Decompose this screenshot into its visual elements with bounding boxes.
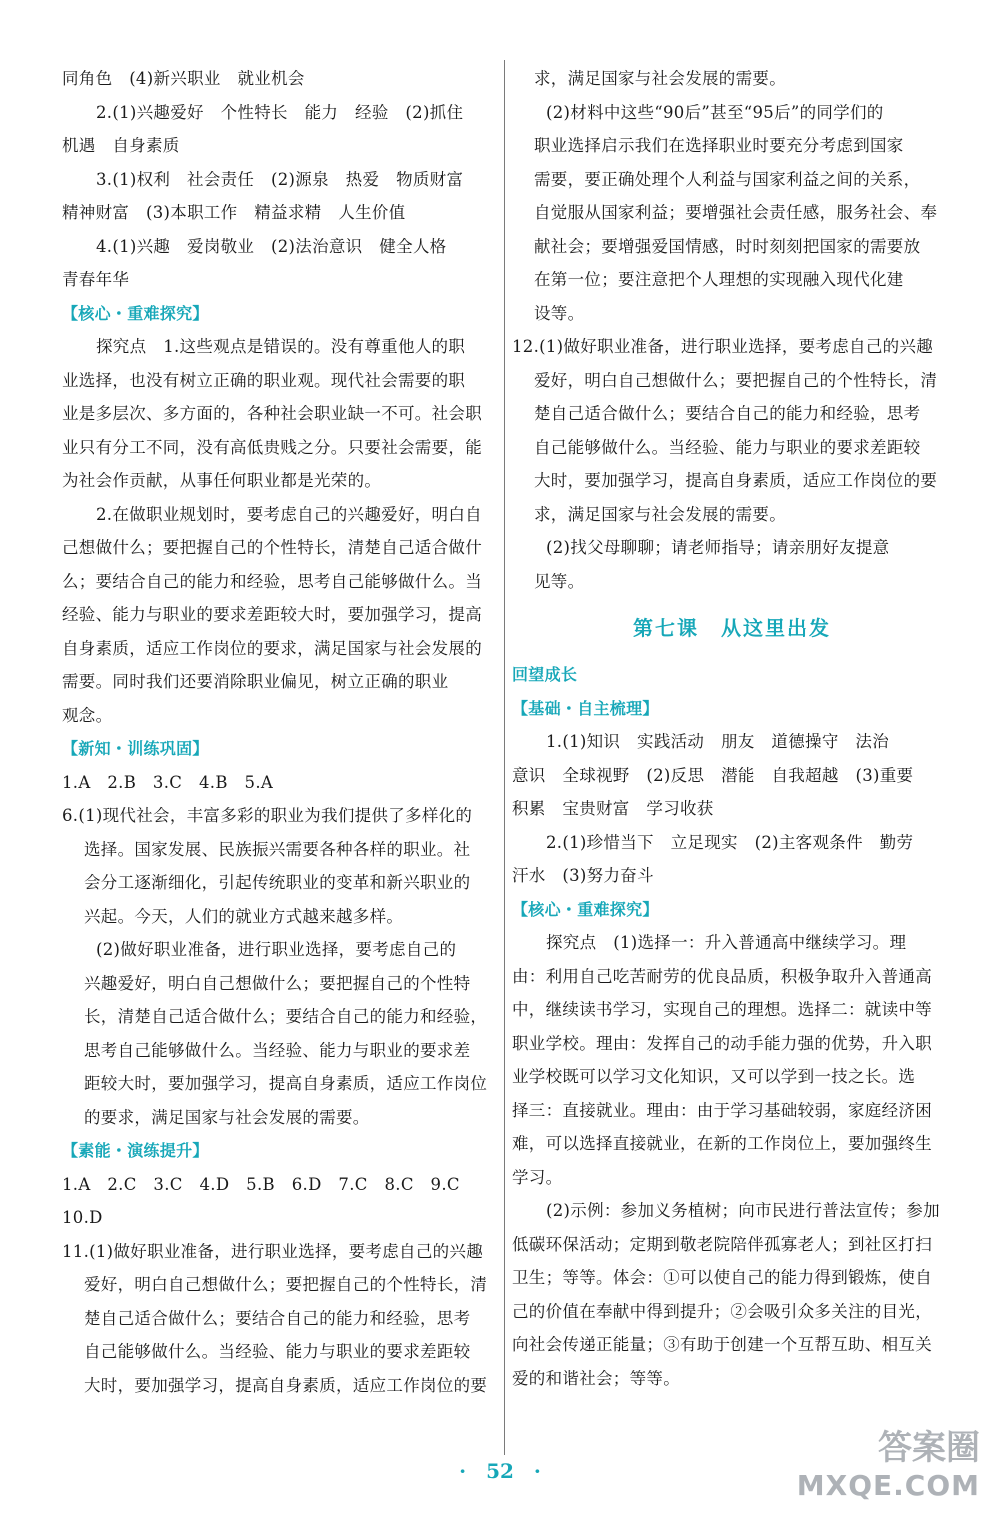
- column-divider: [504, 60, 505, 1455]
- right-column: [512, 62, 952, 1395]
- text-line: 自身素质，适应工作岗位的要求，满足国家与社会发展的: [62, 638, 482, 658]
- lesson-title: 第七课 从这里出发: [633, 616, 831, 640]
- text-line: 精神财富 (3)本职工作 精益求精 人生价值: [62, 203, 406, 222]
- text-line: 自觉服从国家利益；要增强社会责任感，服务社会、奉: [534, 203, 938, 222]
- text-line: 为社会作贡献，从事任何职业都是光荣的。: [62, 471, 382, 490]
- section-heading: 【基础・自主梳理】: [512, 698, 659, 718]
- section-heading: 【核心・重难探究】: [512, 899, 659, 919]
- text-line: 距较大时，要加强学习，提高自身素质，适应工作岗位: [84, 1074, 488, 1093]
- text-line: 积累 宝贵财富 学习收获: [512, 799, 714, 818]
- text-line: 观念。: [62, 705, 113, 725]
- text-line: 己想做什么；要把握自己的个性特长，清楚自己适合做什: [62, 538, 482, 557]
- text-line: 选择。国家发展、民族振兴需要各种各样的职业。社: [84, 839, 471, 859]
- text-line: 大时，要加强学习，提高自身素质，适应工作岗位的要: [534, 471, 938, 490]
- text-line: 由：利用自己吃苦耐劳的优良品质，积极争取升入普通高: [512, 966, 932, 986]
- text-line: 1.A 2.B 3.C 4.B 5.A: [62, 772, 274, 792]
- text-line: 4.(1)兴趣 爱岗敬业 (2)法治意识 健全人格: [96, 236, 447, 256]
- text-line: 1.A 2.C 3.C 4.D 5.B 6.D 7.C 8.C 9.C: [62, 1174, 460, 1194]
- watermark-text: 答案圈: [878, 1428, 980, 1468]
- text-line: (2)材料中这些“90后”甚至“95后”的同学们的: [546, 102, 884, 122]
- text-line: 职业选择启示我们在选择职业时要充分考虑到国家: [534, 136, 904, 155]
- watermark-url: MXQE.COM: [796, 1469, 980, 1502]
- text-line: 求，满足国家与社会发展的需要。: [534, 69, 786, 88]
- section-heading: 【新知・训练巩固】: [62, 739, 209, 758]
- text-line: 己的价值在奉献中得到提升；②会吸引众多关注的目光，: [512, 1301, 932, 1321]
- text-line: 卫生；等等。体会：①可以使自己的能力得到锻炼，使自: [512, 1268, 932, 1287]
- text-line: 业只有分工不同，没有高低贵贱之分。只要社会需要，能: [62, 437, 482, 457]
- text-line: 求，满足国家与社会发展的需要。: [534, 504, 786, 524]
- text-line: 的要求，满足国家与社会发展的需要。: [84, 1107, 370, 1127]
- right-column-bottom: [512, 658, 952, 1395]
- text-line: 10.D: [62, 1208, 103, 1227]
- text-line: 楚自己适合做什么；要结合自己的能力和经验，思考: [534, 404, 921, 423]
- text-line: 思考自己能够做什么。当经验、能力与职业的要求差: [84, 1040, 471, 1060]
- text-line: 献社会；要增强爱国情感，时时刻刻把国家的需要放: [534, 236, 921, 256]
- text-line: 2.在做职业规划时，要考虑自己的兴趣爱好，明白自: [96, 504, 482, 524]
- text-line: 探究点 (1)选择一：升入普通高中继续学习。理: [546, 933, 907, 952]
- text-line: 需要。同时我们还要消除职业偏见，树立正确的职业: [62, 672, 449, 691]
- text-line: (2)找父母聊聊；请老师指导；请亲朋好友提意: [546, 538, 890, 557]
- text-line: 学习。: [512, 1167, 563, 1187]
- text-line: 在第一位；要注意把个人理想的实现融入现代化建: [534, 270, 904, 289]
- text-line: 么；要结合自己的能力和经验，思考自己能够做什么。当: [62, 571, 482, 591]
- text-line: 择三：直接就业。理由：由于学习基础较弱，家庭经济困: [512, 1100, 932, 1120]
- section-heading: 【核心・重难探究】: [62, 303, 209, 323]
- text-line: 同角色 (4)新兴职业 就业机会: [62, 69, 305, 88]
- text-line: 青春年华: [62, 270, 130, 289]
- text-line: 会分工逐渐细化，引起传统职业的变革和新兴职业的: [84, 873, 471, 892]
- left-column: [62, 62, 502, 1402]
- text-line: 自己能够做什么。当经验、能力与职业的要求差距较: [534, 437, 921, 457]
- watermark-logo: [797, 1429, 980, 1505]
- text-line: 向社会传递正能量；③有助于创建一个互帮互助、相互关: [512, 1335, 932, 1354]
- text-line: (2)示例：参加义务植树；向市民进行普法宣传；参加: [546, 1201, 940, 1220]
- text-line: 意识 全球视野 (2)反思 潜能 自我超越 (3)重要: [512, 765, 914, 785]
- text-line: 楚自己适合做什么；要结合自己的能力和经验，思考: [84, 1308, 471, 1328]
- text-line: 爱好，明白自己想做什么；要把握自己的个性特长，清: [534, 370, 938, 390]
- text-line: 兴趣爱好，明白自己想做什么；要把握自己的个性特: [84, 973, 471, 993]
- text-line: 12.(1)做好职业准备，进行职业选择，要考虑自己的兴趣: [512, 337, 934, 356]
- text-line: 2.(1)珍惜当下 立足现实 (2)主客观条件 勤劳: [546, 832, 914, 852]
- text-line: 11.(1)做好职业准备，进行职业选择，要考虑自己的兴趣: [62, 1241, 484, 1261]
- text-line: 汗水 (3)努力奋斗: [512, 866, 654, 885]
- text-line: (2)做好职业准备，进行职业选择，要考虑自己的: [96, 940, 457, 959]
- right-column-top: [512, 62, 952, 598]
- text-line: 自己能够做什么。当经验、能力与职业的要求差距较: [84, 1342, 471, 1361]
- text-line: 业学校既可以学习文化知识，又可以学到一技之长。选: [512, 1067, 916, 1086]
- text-line: 2.(1)兴趣爱好 个性特长 能力 经验 (2)抓住: [96, 102, 464, 122]
- text-line: 业是多层次、多方面的，各种社会职业缺一不可。社会职: [62, 404, 482, 423]
- text-line: 爱的和谐社会；等等。: [512, 1368, 680, 1388]
- text-line: 中，继续读书学习，实现自己的理想。选择二：就读中等: [512, 1000, 932, 1019]
- text-line: 兴起。今天，人们的就业方式越来越多样。: [84, 906, 404, 926]
- text-line: 经验、能力与职业的要求差距较大时，要加强学习，提高: [62, 605, 482, 624]
- text-line: 业选择，也没有树立正确的职业观。现代社会需要的职: [62, 370, 466, 390]
- section-heading: 【素能・演练提升】: [62, 1141, 209, 1160]
- text-line: 大时，要加强学习，提高自身素质，适应工作岗位的要: [84, 1375, 488, 1395]
- text-line: 见等。: [534, 571, 585, 591]
- text-line: 探究点 1.这些观点是错误的。没有尊重他人的职: [96, 337, 466, 356]
- text-line: 1.(1)知识 实践活动 朋友 道德操守 法治: [546, 732, 890, 751]
- text-line: 难，可以选择直接就业，在新的工作岗位上，要加强终生: [512, 1134, 932, 1153]
- text-line: 设等。: [534, 303, 585, 323]
- text-line: 3.(1)权利 社会责任 (2)源泉 热爱 物质财富: [96, 169, 464, 189]
- text-line: 爱好，明白自己想做什么；要把握自己的个性特长，清: [84, 1275, 488, 1294]
- section-heading: 回望成长: [512, 665, 578, 684]
- text-line: 需要，要正确处理个人利益与国家利益之间的关系，: [534, 169, 921, 189]
- text-line: 长，清楚自己适合做什么；要结合自己的能力和经验，: [84, 1007, 488, 1026]
- text-line: 职业学校。理由：发挥自己的动手能力强的优势，升入职: [512, 1033, 932, 1053]
- page-number: · 52 ·: [459, 1459, 541, 1483]
- text-line: 6.(1)现代社会，丰富多彩的职业为我们提供了多样化的: [62, 806, 473, 825]
- text-line: 低碳环保活动；定期到敬老院陪伴孤寡老人；到社区打扫: [512, 1234, 932, 1254]
- text-line: 机遇 自身素质: [62, 136, 180, 155]
